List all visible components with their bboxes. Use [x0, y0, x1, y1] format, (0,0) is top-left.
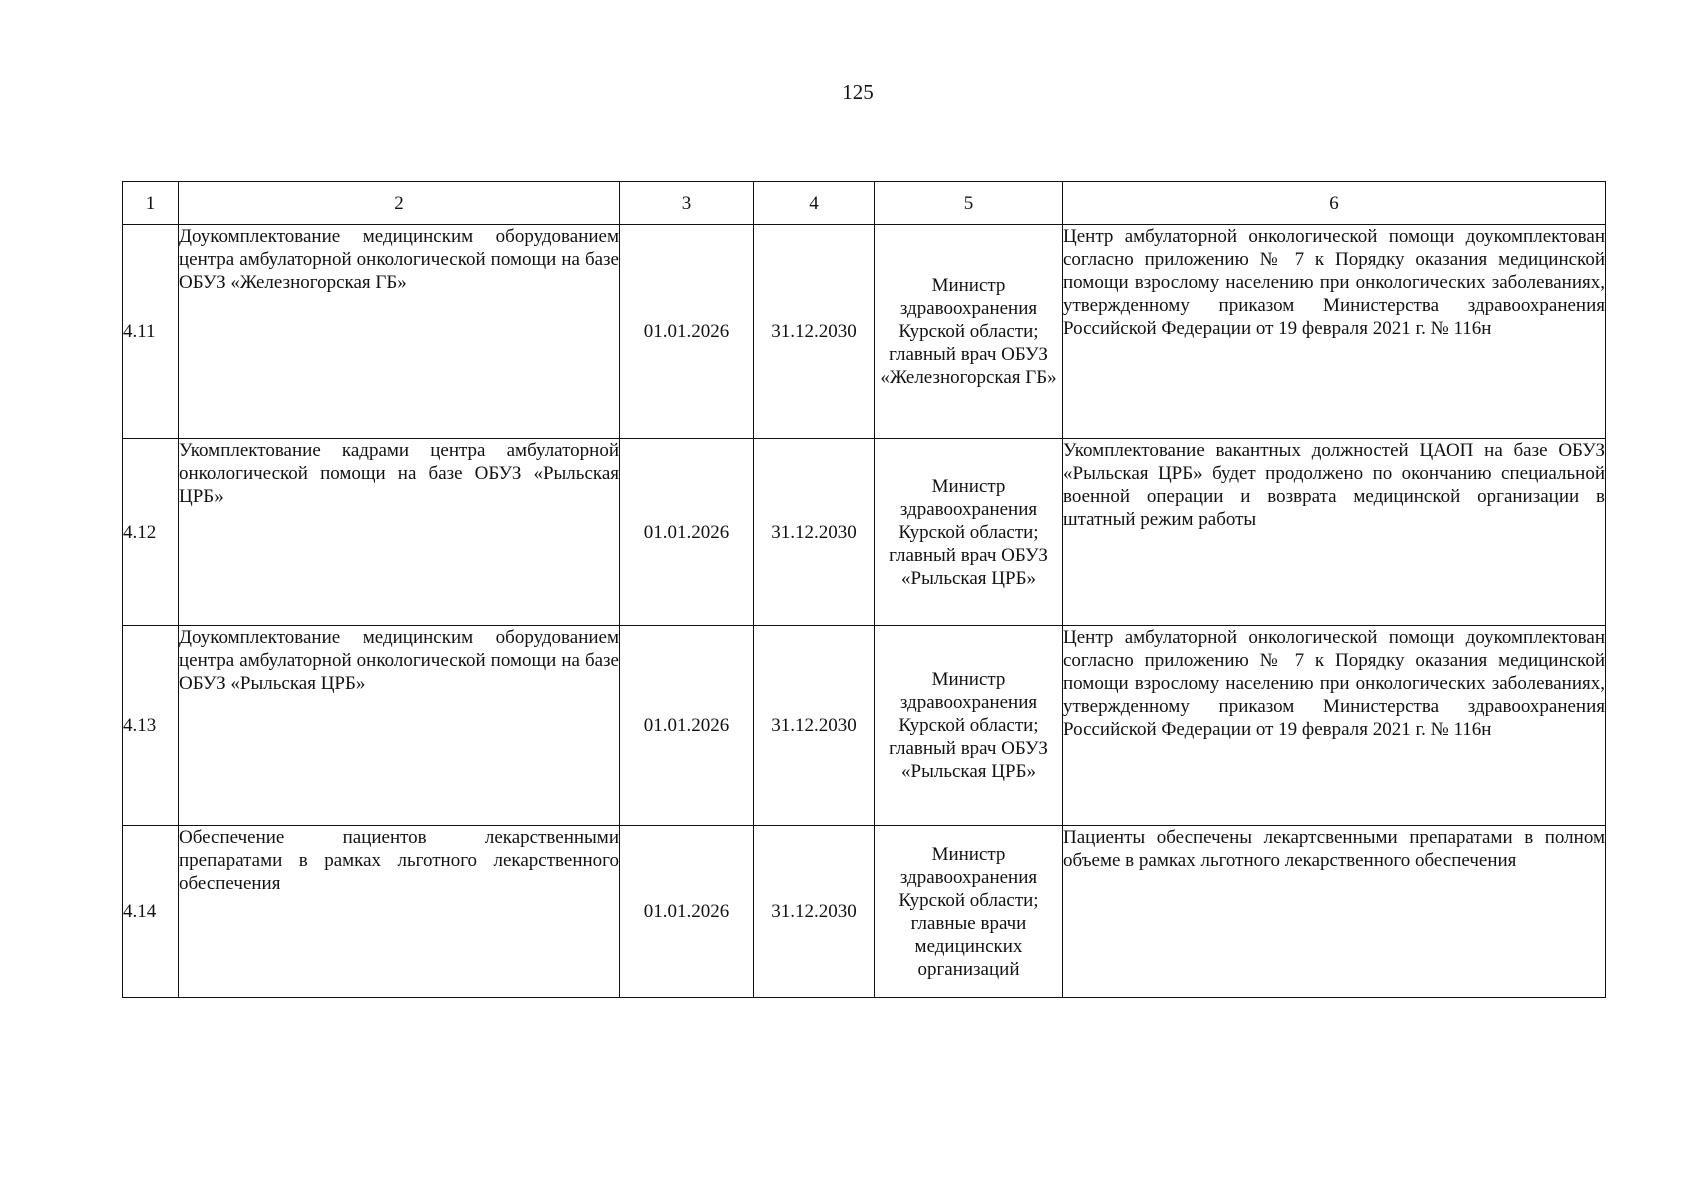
task-cell: Доукомплектование медицинским оборудованием центра амбулаторной онкологической помощи на базе ОБУЗ «Железногорская ГБ»	[179, 225, 620, 439]
task-cell: Обеспечение пациентов лекарственными препаратами в рамках льготного лекарственного обеспечения	[179, 826, 620, 998]
table-row	[123, 439, 1606, 626]
result-cell: Центр амбулаторной онкологической помощи доукомплектован согласно приложению № 7 к Порядку оказания медицинской помощи взрослому населению при онкологических заболеваниях, утвержденному приказом Министерства здравоохранения Российской Федерации от 19 февраля 2021 г. № 116н	[1063, 225, 1606, 439]
measures-table	[122, 181, 1606, 998]
row-number: 4.14	[123, 826, 179, 998]
end-date-cell: 31.12.2030	[754, 826, 875, 998]
column-header: 3	[620, 182, 754, 225]
start-date-cell: 01.01.2026	[620, 826, 754, 998]
end-date-cell: 31.12.2030	[754, 225, 875, 439]
row-number: 4.11	[123, 225, 179, 439]
column-header: 1	[123, 182, 179, 225]
column-header: 4	[754, 182, 875, 225]
responsible-cell: Министр здравоохранения Курской области; главный врач ОБУЗ «Рыльская ЦРБ»	[875, 626, 1063, 826]
table-row	[123, 626, 1606, 826]
table-row	[123, 225, 1606, 439]
start-date-cell: 01.01.2026	[620, 225, 754, 439]
column-header: 6	[1063, 182, 1606, 225]
column-header: 2	[179, 182, 620, 225]
start-date-cell: 01.01.2026	[620, 439, 754, 626]
task-cell: Укомплектование кадрами центра амбулаторной онкологической помощи на базе ОБУЗ «Рыльская ЦРБ»	[179, 439, 620, 626]
page-number: 125	[842, 80, 874, 104]
table-header-row	[123, 182, 1606, 225]
row-number: 4.13	[123, 626, 179, 826]
end-date-cell: 31.12.2030	[754, 626, 875, 826]
end-date-cell: 31.12.2030	[754, 439, 875, 626]
row-number: 4.12	[123, 439, 179, 626]
responsible-cell: Министр здравоохранения Курской области; главный врач ОБУЗ «Рыльская ЦРБ»	[875, 439, 1063, 626]
table-row	[123, 826, 1606, 998]
responsible-cell: Министр здравоохранения Курской области; главные врачи медицинских организаций	[875, 826, 1063, 998]
task-cell: Доукомплектование медицинским оборудованием центра амбулаторной онкологической помощи на базе ОБУЗ «Рыльская ЦРБ»	[179, 626, 620, 826]
start-date-cell: 01.01.2026	[620, 626, 754, 826]
responsible-cell: Министр здравоохранения Курской области; главный врач ОБУЗ «Железногорская ГБ»	[875, 225, 1063, 439]
result-cell: Укомплектование вакантных должностей ЦАОП на базе ОБУЗ «Рыльская ЦРБ» будет продолжено по окончанию специальной военной операции и возврата медицинской организации в штатный режим работы	[1063, 439, 1606, 626]
column-header: 5	[875, 182, 1063, 225]
result-cell: Пациенты обеспечены лекартсвенными препаратами в полном объеме в рамках льготного лекарственного обеспечения	[1063, 826, 1606, 998]
result-cell: Центр амбулаторной онкологической помощи доукомплектован согласно приложению № 7 к Порядку оказания медицинской помощи взрослому населению при онкологических заболеваниях, утвержденному приказом Министерства здравоохранения Российской Федерации от 19 февраля 2021 г. № 116н	[1063, 626, 1606, 826]
